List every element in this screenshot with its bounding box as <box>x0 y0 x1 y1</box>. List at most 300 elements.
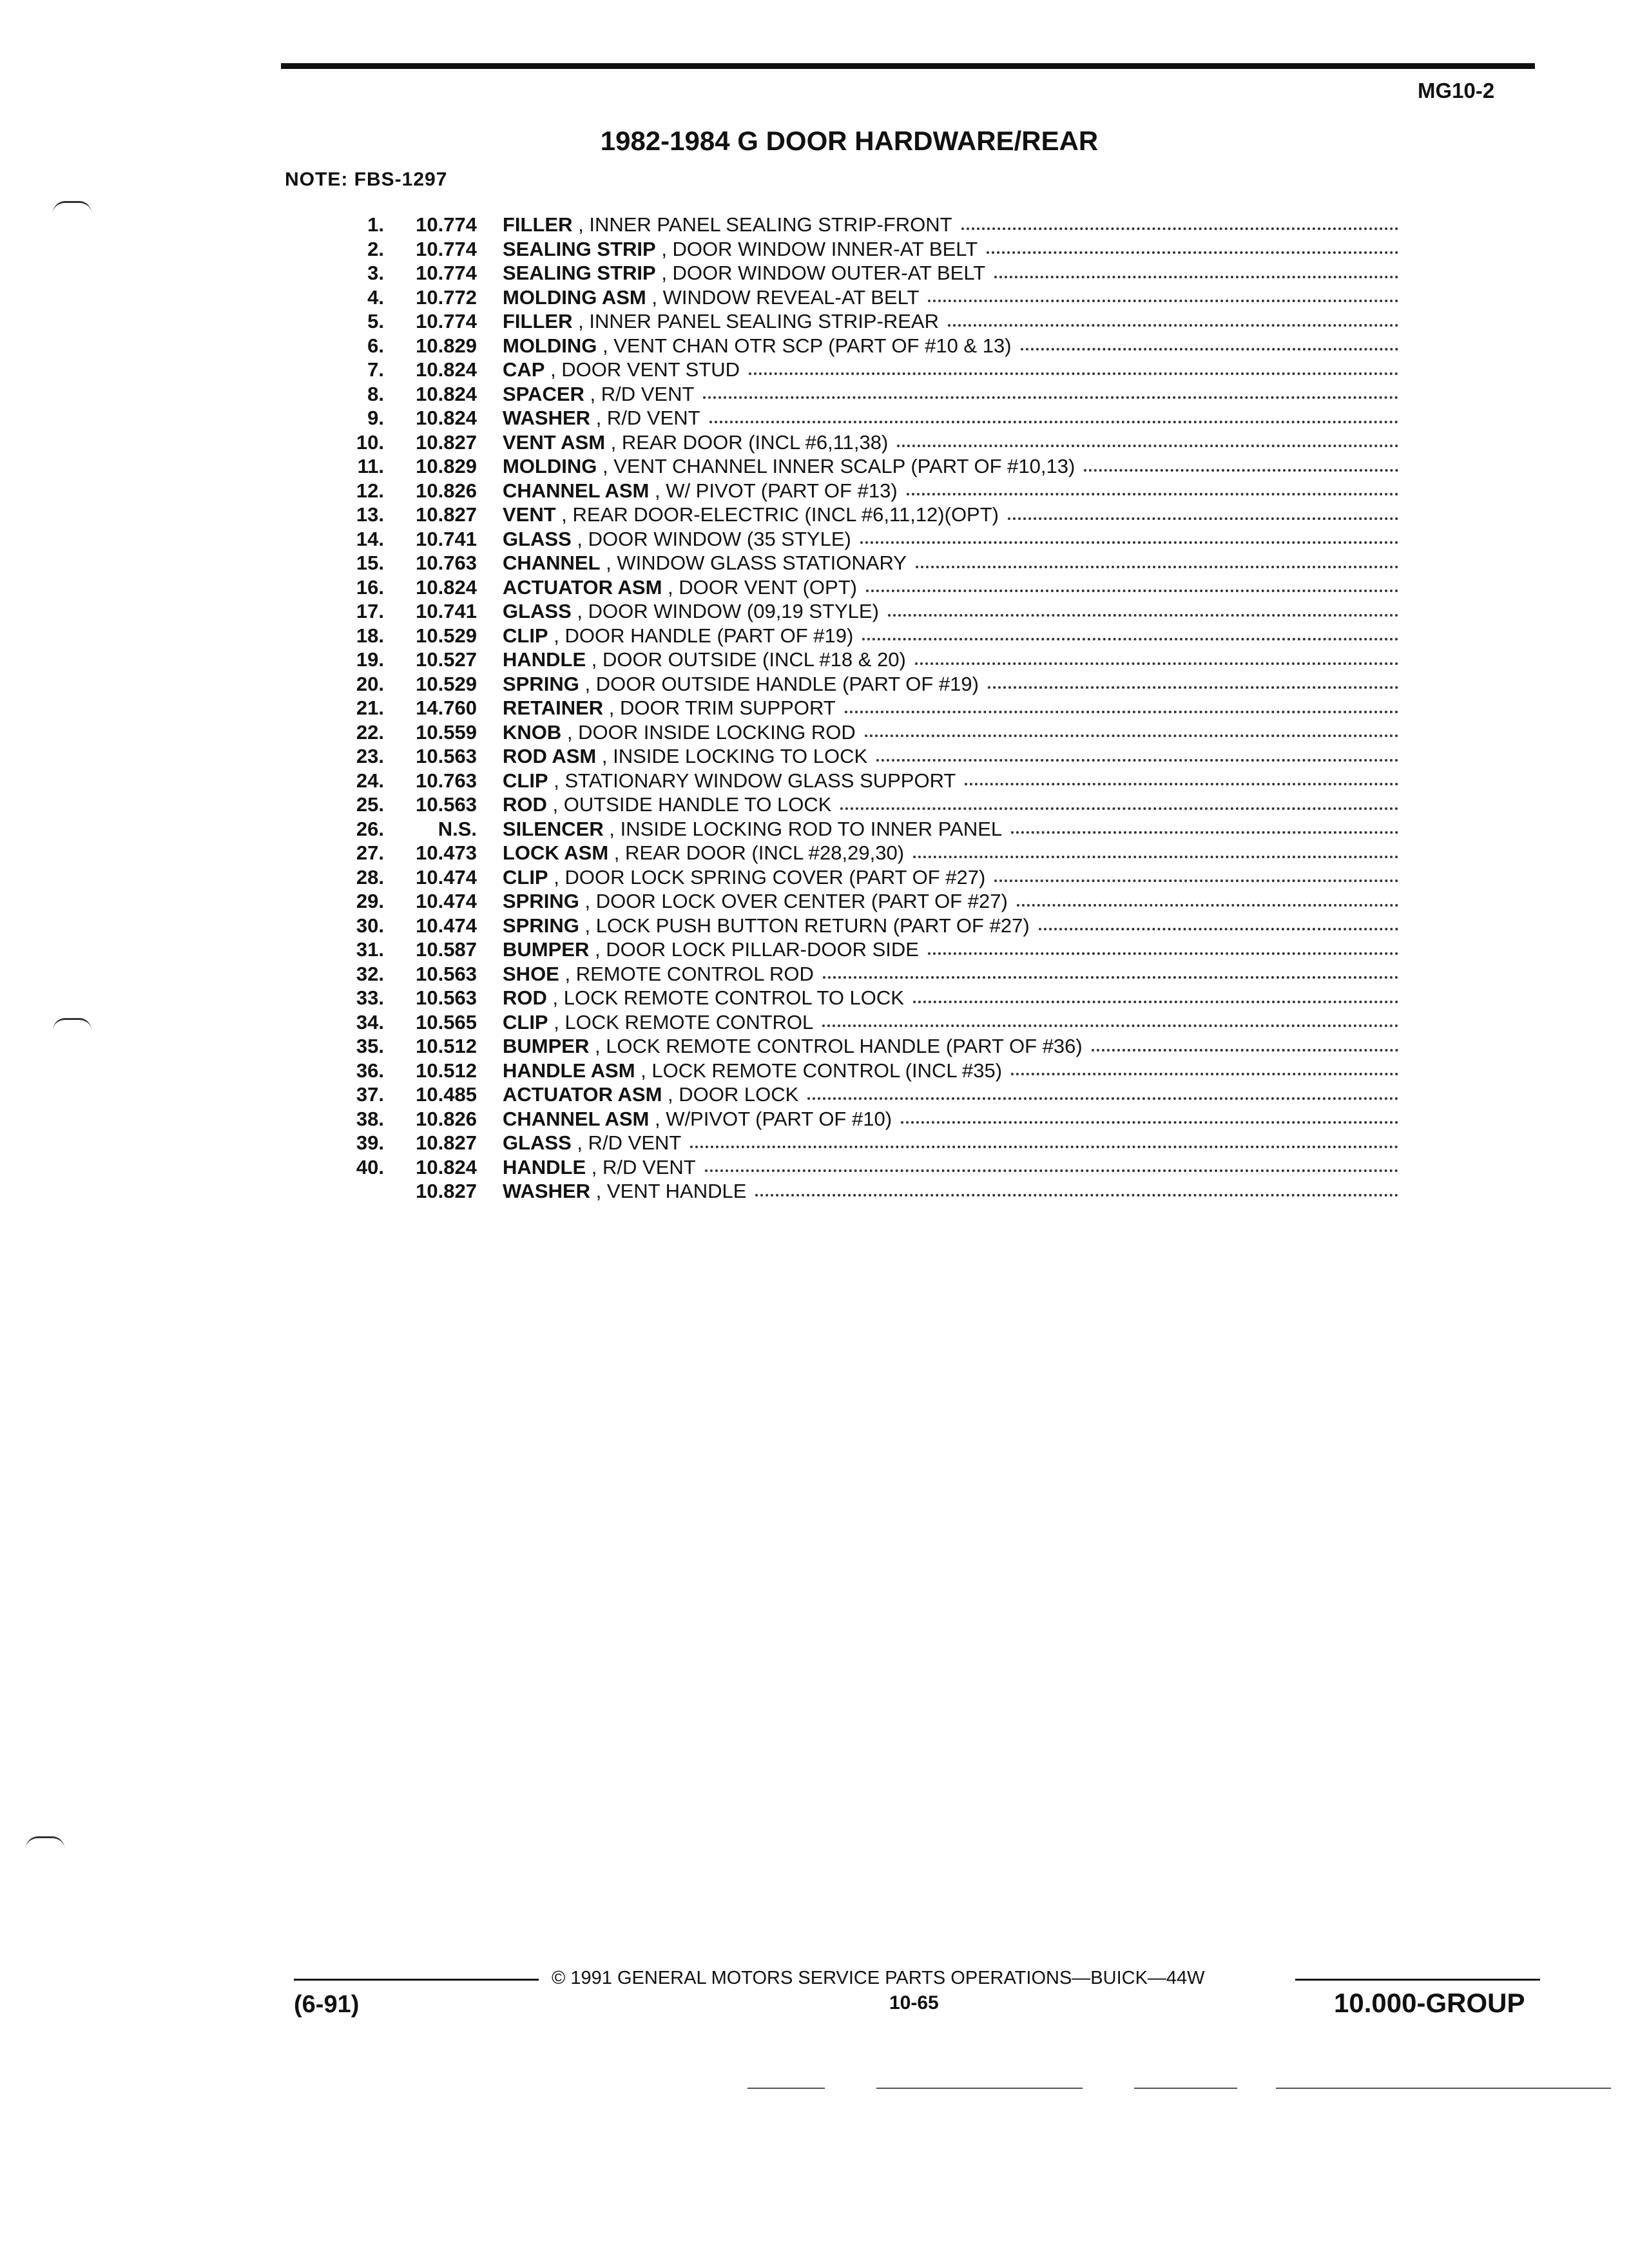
dot-leader <box>1011 831 1398 834</box>
part-number: 32. <box>356 962 384 985</box>
part-row <box>335 1179 1398 1204</box>
part-detail: REAR DOOR-ELECTRIC (INCL #6,11,12)(OPT) <box>572 503 999 526</box>
part-row <box>335 962 1398 986</box>
part-separator: , <box>589 1035 606 1057</box>
part-name: VENT <box>503 503 556 526</box>
part-row <box>335 841 1398 865</box>
part-name: CLIP <box>503 1010 548 1033</box>
part-description <box>503 454 1398 479</box>
page-title <box>0 126 1629 157</box>
part-name: ROD <box>503 793 547 816</box>
part-name: KNOB <box>503 720 562 744</box>
part-separator: , <box>649 1107 666 1130</box>
part-description <box>503 937 1398 962</box>
part-row <box>335 1010 1398 1035</box>
part-separator: , <box>655 262 673 284</box>
part-name: SEALING STRIP <box>503 262 656 284</box>
part-description <box>503 1082 1398 1107</box>
part-name: CLIP <box>503 769 548 792</box>
part-separator: , <box>548 769 565 792</box>
part-number: 24. <box>356 769 384 792</box>
part-row <box>335 986 1398 1010</box>
part-detail: DOOR WINDOW (09,19 STYLE) <box>588 600 879 622</box>
scan-dash <box>747 2088 825 2089</box>
dot-leader <box>928 300 1398 302</box>
part-group: 10.529 <box>416 624 477 647</box>
part-row <box>335 479 1398 503</box>
part-detail: DOOR LOCK <box>679 1083 799 1106</box>
part-separator: , <box>584 382 601 405</box>
part-description <box>503 841 1398 865</box>
part-row <box>335 334 1398 358</box>
part-description <box>503 261 1398 285</box>
dot-leader <box>807 1097 1398 1100</box>
part-number: 40. <box>356 1155 384 1178</box>
part-description <box>503 334 1398 358</box>
part-row <box>335 237 1398 262</box>
part-name: SPACER <box>503 382 584 405</box>
part-row <box>335 1034 1398 1059</box>
part-separator: , <box>608 841 626 864</box>
part-number: 16. <box>356 575 384 599</box>
part-group: 10.824 <box>416 575 477 599</box>
part-number: 4. <box>367 285 384 309</box>
part-description <box>503 358 1398 382</box>
part-description <box>503 696 1398 720</box>
part-detail: DOOR VENT (OPT) <box>679 575 857 599</box>
part-separator: , <box>586 648 603 671</box>
part-separator: , <box>646 285 663 309</box>
part-detail: DOOR INSIDE LOCKING ROD <box>578 720 856 744</box>
part-description <box>503 237 1398 262</box>
part-group: 10.563 <box>416 745 477 767</box>
part-number: 18. <box>356 624 384 647</box>
dot-leader <box>928 952 1398 955</box>
part-group: 10.827 <box>416 430 477 454</box>
part-name: FILLER <box>503 310 573 332</box>
part-number: 14. <box>356 527 384 550</box>
part-description <box>503 1155 1398 1180</box>
part-separator: , <box>571 1131 588 1154</box>
dot-leader <box>913 1001 1398 1003</box>
part-description <box>503 1059 1398 1083</box>
part-detail: DOOR LOCK PILLAR-DOOR SIDE <box>606 938 919 961</box>
dot-leader <box>994 276 1398 278</box>
part-number: 5. <box>367 310 384 332</box>
part-row <box>335 914 1398 938</box>
part-separator: , <box>579 672 596 695</box>
part-row <box>335 430 1398 455</box>
dot-leader <box>913 856 1398 858</box>
part-name: WASHER <box>503 1180 591 1202</box>
part-number: 28. <box>356 865 384 889</box>
part-description <box>503 599 1398 624</box>
part-number: 37. <box>356 1083 384 1106</box>
part-description <box>503 986 1398 1010</box>
part-separator: , <box>590 407 607 429</box>
part-detail: R/D VENT <box>606 407 700 429</box>
part-separator: , <box>572 213 590 236</box>
part-group: 10.827 <box>416 1131 477 1154</box>
part-group: 10.512 <box>416 1035 477 1057</box>
part-detail: INSIDE LOCKING TO LOCK <box>613 745 868 767</box>
part-number: 9. <box>367 407 384 429</box>
part-number: 27. <box>356 841 384 864</box>
dot-leader <box>709 421 1398 423</box>
part-row <box>335 527 1398 552</box>
dot-leader <box>840 807 1398 810</box>
part-group: 10.824 <box>416 1155 477 1178</box>
part-detail: VENT HANDLE <box>606 1180 747 1202</box>
part-name: GLASS <box>503 527 572 550</box>
part-detail: R/D VENT <box>588 1131 682 1154</box>
part-name: SPRING <box>503 914 579 937</box>
part-group: 10.563 <box>416 962 477 985</box>
part-row <box>335 503 1398 527</box>
binder-mark <box>53 201 92 213</box>
part-name: SILENCER <box>503 817 604 840</box>
dot-leader <box>1021 348 1398 351</box>
dot-leader <box>987 251 1398 254</box>
part-number: 22. <box>356 720 384 744</box>
part-separator: , <box>635 1059 652 1082</box>
part-group: 10.565 <box>416 1010 477 1033</box>
part-separator: , <box>603 817 621 840</box>
part-row <box>335 358 1398 382</box>
part-description <box>503 503 1398 527</box>
part-separator: , <box>572 310 590 332</box>
copyright: © 1991 GENERAL MOTORS SERVICE PARTS OPERATIONS—BUICK—44W <box>552 1968 1205 1988</box>
part-separator: , <box>586 1155 603 1178</box>
part-row <box>335 309 1398 334</box>
part-name: HANDLE ASM <box>503 1059 635 1082</box>
part-detail: DOOR OUTSIDE (INCL #18 & 20) <box>602 648 906 671</box>
part-number: 10. <box>356 430 384 454</box>
dot-leader <box>965 783 1398 785</box>
part-description <box>503 213 1398 237</box>
part-separator: , <box>546 986 564 1009</box>
part-name: ACTUATOR ASM <box>503 1083 662 1106</box>
part-group: 10.474 <box>416 865 477 889</box>
part-row <box>335 382 1398 407</box>
part-group: 10.824 <box>416 407 477 429</box>
parts-list <box>335 213 1398 1204</box>
part-description <box>503 1179 1398 1204</box>
scan-dash <box>1276 2088 1611 2089</box>
part-name: ACTUATOR ASM <box>503 575 662 599</box>
part-group: 10.741 <box>416 600 477 622</box>
part-detail: LOCK PUSH BUTTON RETURN (PART OF #27) <box>595 914 1030 937</box>
part-group: 10.763 <box>416 552 477 574</box>
part-detail: WINDOW REVEAL-AT BELT <box>662 285 920 309</box>
part-separator: , <box>555 503 573 526</box>
part-group: 10.527 <box>416 648 477 671</box>
part-detail: LOCK REMOTE CONTROL (INCL #35) <box>651 1059 1003 1082</box>
part-name: GLASS <box>503 1131 572 1154</box>
date-code: (6-91) <box>294 1991 360 2018</box>
part-row <box>335 672 1398 697</box>
dot-leader <box>865 735 1398 737</box>
part-row <box>335 1155 1398 1180</box>
part-description <box>503 406 1398 430</box>
dot-leader <box>703 396 1398 399</box>
part-detail: VENT CHAN OTR SCP (PART OF #10 & 13) <box>613 334 1012 357</box>
part-separator: , <box>548 1010 565 1033</box>
part-separator: , <box>548 865 565 889</box>
part-row <box>335 744 1398 769</box>
part-number: 8. <box>367 382 384 405</box>
part-description <box>503 720 1398 745</box>
part-description <box>503 672 1398 697</box>
header-rule <box>281 63 1535 69</box>
part-row <box>335 285 1398 310</box>
part-description <box>503 527 1398 552</box>
part-separator: , <box>597 455 614 477</box>
dot-leader <box>866 590 1398 592</box>
part-group: N.S. <box>438 817 477 840</box>
part-separator: , <box>655 237 673 260</box>
part-number: 39. <box>356 1131 384 1154</box>
dot-leader <box>1092 1049 1398 1052</box>
part-name: SPRING <box>503 890 579 912</box>
part-description <box>503 1131 1398 1155</box>
dot-leader <box>749 372 1398 375</box>
part-number: 12. <box>356 479 384 502</box>
part-detail: R/D VENT <box>601 382 695 405</box>
part-name: SEALING STRIP <box>503 237 656 260</box>
part-detail: VENT CHANNEL INNER SCALP (PART OF #10,13) <box>613 455 1075 477</box>
part-separator: , <box>603 697 620 719</box>
part-group: 10.741 <box>416 527 477 550</box>
part-row <box>335 454 1398 479</box>
part-detail: REAR DOOR (INCL #28,29,30) <box>625 841 905 864</box>
part-row <box>335 406 1398 430</box>
part-separator: , <box>545 358 562 381</box>
part-number: 13. <box>356 503 384 526</box>
dot-leader <box>823 976 1398 979</box>
part-number: 1. <box>367 213 384 236</box>
part-detail: DOOR TRIM SUPPORT <box>620 697 836 719</box>
part-separator: , <box>579 914 596 937</box>
part-description <box>503 1034 1398 1059</box>
part-description <box>503 479 1398 503</box>
part-detail: INNER PANEL SEALING STRIP-REAR <box>589 310 939 332</box>
part-name: VENT ASM <box>503 430 606 454</box>
part-description <box>503 962 1398 986</box>
part-row <box>335 1082 1398 1107</box>
part-group: 10.559 <box>416 720 477 744</box>
part-detail: INNER PANEL SEALING STRIP-FRONT <box>589 213 952 236</box>
part-description <box>503 624 1398 648</box>
dot-leader <box>845 711 1398 713</box>
part-description <box>503 889 1398 914</box>
page-code: MG10-2 <box>1418 79 1495 102</box>
part-description <box>503 430 1398 455</box>
part-detail: DOOR LOCK SPRING COVER (PART OF #27) <box>564 865 986 889</box>
group-label: 10.000-GROUP <box>1334 1988 1525 2018</box>
part-row <box>335 213 1398 237</box>
part-detail: OUTSIDE HANDLE TO LOCK <box>563 793 832 816</box>
part-description <box>503 1107 1398 1131</box>
part-detail: DOOR VENT STUD <box>561 358 740 381</box>
part-group: 10.763 <box>416 769 477 792</box>
part-description <box>503 648 1398 672</box>
part-description <box>503 914 1398 938</box>
part-separator: , <box>546 793 564 816</box>
part-group: 10.827 <box>416 503 477 526</box>
part-group: 10.474 <box>416 890 477 912</box>
part-separator: , <box>590 1180 607 1202</box>
part-detail: WINDOW GLASS STATIONARY <box>617 552 907 574</box>
part-description <box>503 575 1398 600</box>
part-number: 20. <box>356 672 384 695</box>
part-row <box>335 817 1398 841</box>
part-row <box>335 261 1398 285</box>
part-separator: , <box>596 745 613 767</box>
part-description <box>503 551 1398 575</box>
part-description <box>503 793 1398 817</box>
part-row <box>335 793 1398 817</box>
dot-leader <box>888 614 1398 617</box>
part-detail: DOOR WINDOW (35 STYLE) <box>588 527 851 550</box>
part-number: 19. <box>356 648 384 671</box>
part-separator: , <box>571 527 588 550</box>
part-group: 10.826 <box>416 1107 477 1130</box>
part-row <box>335 1107 1398 1131</box>
part-detail: LOCK REMOTE CONTROL TO LOCK <box>563 986 904 1009</box>
part-group: 10.774 <box>416 262 477 284</box>
part-name: HANDLE <box>503 648 586 671</box>
part-number: 17. <box>356 600 384 622</box>
part-detail: DOOR WINDOW INNER-AT BELT <box>672 237 978 260</box>
binder-mark <box>26 1836 64 1849</box>
part-number: 6. <box>367 334 384 357</box>
part-separator: , <box>548 624 565 647</box>
part-description <box>503 309 1398 334</box>
binder-mark <box>53 1018 92 1030</box>
part-detail: LOCK REMOTE CONTROL <box>564 1010 814 1033</box>
part-name: FILLER <box>503 213 573 236</box>
part-description <box>503 1010 1398 1035</box>
part-group: 10.473 <box>416 841 477 864</box>
part-detail: DOOR OUTSIDE HANDLE (PART OF #19) <box>595 672 979 695</box>
dot-leader <box>961 227 1398 230</box>
part-separator: , <box>662 1083 679 1106</box>
part-name: GLASS <box>503 600 572 622</box>
dot-leader <box>822 1024 1398 1027</box>
dot-leader <box>1011 1073 1398 1075</box>
part-number: 38. <box>356 1107 384 1130</box>
part-row <box>335 937 1398 962</box>
part-row <box>335 769 1398 793</box>
part-detail: REAR DOOR (INCL #6,11,38) <box>621 430 889 454</box>
part-number: 3. <box>367 262 384 284</box>
part-number: 29. <box>356 890 384 912</box>
part-name: MOLDING <box>503 455 597 477</box>
dot-leader <box>915 662 1398 665</box>
part-detail: R/D VENT <box>602 1155 696 1178</box>
part-separator: , <box>571 600 588 622</box>
scan-dash <box>876 2088 1083 2089</box>
part-number: 35. <box>356 1035 384 1057</box>
dot-leader <box>862 638 1398 640</box>
part-detail: W/ PIVOT (PART OF #13) <box>666 479 898 502</box>
part-group: 10.824 <box>416 382 477 405</box>
part-row <box>335 1059 1398 1083</box>
part-group: 10.587 <box>416 938 477 961</box>
part-name: BUMPER <box>503 1035 590 1057</box>
part-separator: , <box>597 334 614 357</box>
part-group: 14.760 <box>416 697 477 719</box>
part-row <box>335 599 1398 624</box>
part-group: 10.824 <box>416 358 477 381</box>
part-name: ROD ASM <box>503 745 597 767</box>
part-name: CAP <box>503 358 545 381</box>
part-separator: , <box>579 890 596 912</box>
dot-leader <box>876 759 1398 762</box>
scan-dash <box>1134 2088 1237 2089</box>
part-group: 10.474 <box>416 914 477 937</box>
part-name: HANDLE <box>503 1155 586 1178</box>
part-row <box>335 551 1398 575</box>
dot-leader <box>897 445 1398 447</box>
part-row <box>335 575 1398 600</box>
part-number: 36. <box>356 1059 384 1082</box>
part-name: BUMPER <box>503 938 590 961</box>
note: NOTE: FBS-1297 <box>285 169 448 190</box>
part-row <box>335 1131 1398 1155</box>
part-group: 10.529 <box>416 672 477 695</box>
footer-rule-left <box>294 1979 539 1981</box>
part-separator: , <box>600 552 617 574</box>
part-separator: , <box>662 575 679 599</box>
part-description <box>503 769 1398 793</box>
part-number: 30. <box>356 914 384 937</box>
part-name: LOCK ASM <box>503 841 609 864</box>
part-separator: , <box>561 720 579 744</box>
footer-rule-right <box>1295 1979 1540 1981</box>
part-detail: STATIONARY WINDOW GLASS SUPPORT <box>564 769 956 792</box>
part-name: ROD <box>503 986 547 1009</box>
part-number: 34. <box>356 1010 384 1033</box>
part-description <box>503 865 1398 890</box>
part-group: 10.563 <box>416 986 477 1009</box>
dot-leader <box>1039 928 1398 930</box>
part-number: 33. <box>356 986 384 1009</box>
part-name: RETAINER <box>503 697 604 719</box>
part-row <box>335 624 1398 648</box>
page-title-text: 1982-1984 G DOOR HARDWARE/REAR <box>600 126 1099 156</box>
part-name: CHANNEL ASM <box>503 479 650 502</box>
dot-leader <box>690 1146 1398 1148</box>
part-description <box>503 382 1398 407</box>
part-detail: DOOR WINDOW OUTER-AT BELT <box>672 262 986 284</box>
part-detail: DOOR HANDLE (PART OF #19) <box>564 624 854 647</box>
part-group: 10.829 <box>416 455 477 477</box>
part-number: 23. <box>356 745 384 767</box>
part-description <box>503 285 1398 310</box>
part-separator: , <box>605 430 622 454</box>
part-number: 26. <box>356 817 384 840</box>
dot-leader <box>1084 469 1398 472</box>
part-separator: , <box>649 479 666 502</box>
part-separator: , <box>589 938 606 961</box>
dot-leader <box>901 1121 1398 1124</box>
part-detail: REMOTE CONTROL ROD <box>575 962 814 985</box>
dot-leader <box>1008 517 1398 520</box>
part-group: 10.512 <box>416 1059 477 1082</box>
page-number: 10-65 <box>889 1992 939 2013</box>
